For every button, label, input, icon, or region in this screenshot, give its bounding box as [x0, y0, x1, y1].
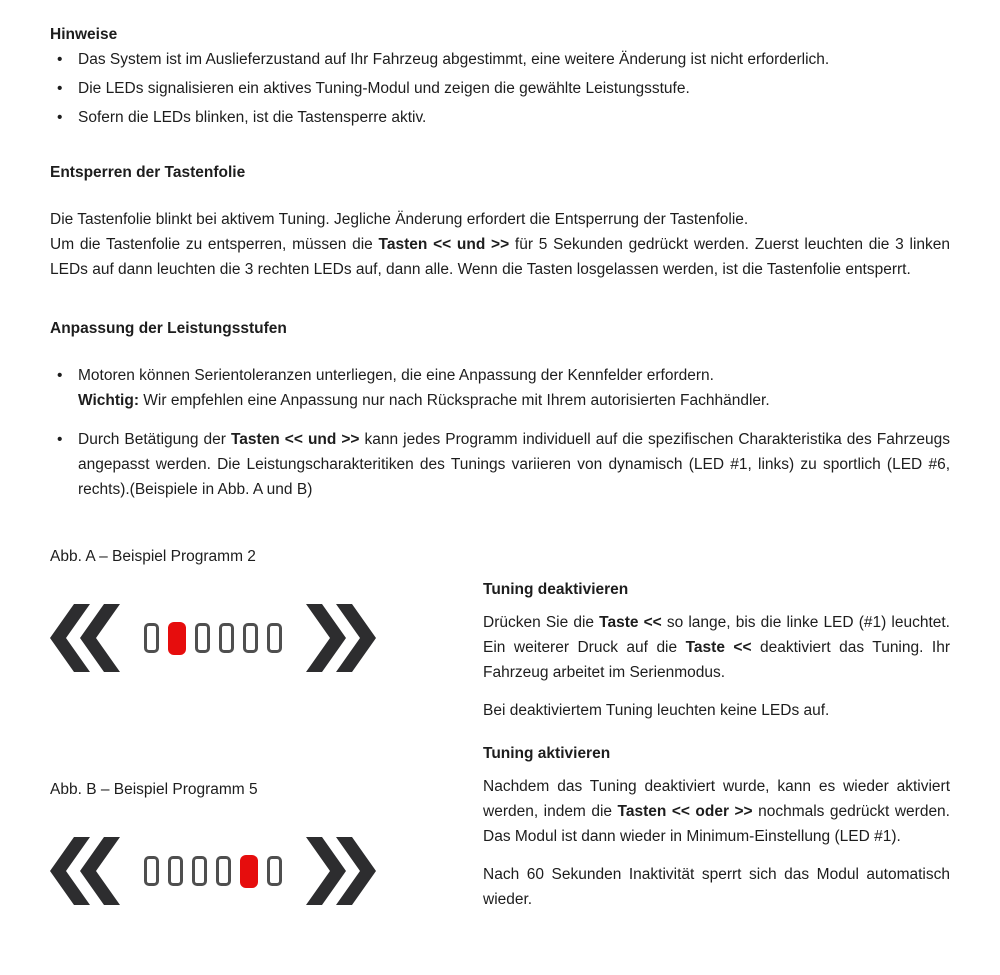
aktivieren-paragraph-1	[483, 774, 950, 849]
text: Motoren können Serientoleranzen unterliegen, die eine Anpassung der Kennfelder erfordern.	[78, 367, 714, 384]
text: für 5 Sekunden gedrückt werden. Zuerst leuchten die 3 linken LEDs auf dann leuchten die 3 rechten LEDs auf, dann alle. Wenn die Tasten losgelassen werden, ist die Tastenfolie entsperrt.	[50, 236, 950, 278]
bold-text: Taste <<	[685, 639, 752, 656]
aktivieren-paragraph-2	[483, 862, 950, 912]
buttons-right-icon	[306, 837, 376, 905]
text: nochmals gedrückt werden. Das Modul ist dann wieder in Minimum-Einstellung (LED #1).	[483, 803, 950, 845]
text: Wir empfehlen eine Anpassung nur nach Rücksprache mit Ihrem autorisierten Fachhändler.	[139, 392, 770, 409]
led-4	[216, 856, 231, 886]
led-row	[144, 622, 282, 655]
led-5-active	[240, 855, 258, 888]
text: Bei deaktiviertem Tuning leuchten keine LEDs auf.	[483, 702, 830, 719]
buttons-left-icon	[50, 604, 120, 672]
bullet-text	[78, 47, 950, 72]
bold-text: Wichtig:	[78, 392, 139, 409]
led-2	[168, 856, 183, 886]
figure-b-label: Abb. B – Beispiel Programm 5	[50, 781, 258, 798]
deaktivieren-paragraph-2	[483, 698, 950, 723]
anpassung-bullet-list	[50, 363, 950, 502]
text: Das System ist im Auslieferzustand auf Ihr Fahrzeug abgestimmt, eine weitere Änderung ist nicht erforderlich.	[78, 51, 830, 68]
led-6	[267, 856, 282, 886]
list-item	[50, 363, 950, 413]
text: Nachdem das Tuning deaktiviert wurde, kann es wieder aktiviert werden, indem die	[483, 778, 950, 820]
text: Drücken Sie die	[483, 614, 600, 631]
list-item	[50, 105, 950, 130]
list-item	[50, 76, 950, 101]
buttons-right-icon	[306, 604, 376, 672]
entsperren-paragraph	[50, 207, 950, 282]
led-6	[267, 623, 282, 653]
text: Die Tastenfolie blinkt bei aktivem Tuning. Jegliche Änderung erfordert die Entsperrung der Tastenfolie.	[50, 211, 749, 228]
led-2-active	[168, 622, 186, 655]
instructions-column	[483, 544, 950, 914]
aktivieren-title: Tuning aktivieren	[483, 745, 611, 762]
deaktivieren-paragraph-1	[483, 610, 950, 685]
bullet-text	[78, 427, 950, 502]
hinweise-bullet-list	[50, 47, 950, 130]
bullet-marker: •	[57, 431, 63, 448]
bullet-marker: •	[57, 80, 63, 97]
led-1	[144, 623, 159, 653]
text: Um die Tastenfolie zu entsperren, müssen die	[50, 236, 379, 253]
led-3	[195, 623, 210, 653]
section-title-entsperren: Entsperren der Tastenfolie	[50, 164, 246, 181]
bullet-marker: •	[57, 109, 63, 126]
led-1	[144, 856, 159, 886]
text: Die LEDs signalisieren ein aktives Tuning-Modul und zeigen die gewählte Leistungsstufe.	[78, 80, 690, 97]
text: Durch Betätigung der	[78, 431, 231, 448]
section-title-hinweise: Hinweise	[50, 26, 118, 43]
bold-text: Tasten << und >>	[378, 236, 510, 253]
buttons-left-icon	[50, 837, 120, 905]
bold-text: Tasten << und >>	[230, 431, 360, 448]
bullet-text	[78, 363, 950, 413]
led-row	[144, 855, 282, 888]
text: kann jedes Programm individuell auf die spezifischen Charakteristika des Fahrzeugs angepasst werden. Die Leistungscharakteritiken des Tunings variieren von dynamisch (LED #1, links) zu sportlich (LED #6, rechts).(Beispiele in Abb. A und B)	[78, 431, 950, 498]
figures-column	[50, 544, 483, 914]
bullet-text	[78, 76, 950, 101]
led-display-figure-a	[50, 595, 483, 681]
led-5	[243, 623, 258, 653]
bold-text: Taste <<	[599, 614, 662, 631]
text: so lange, bis die linke LED (#1) leuchtet. Ein weiterer Druck auf die	[483, 614, 950, 656]
bullet-marker: •	[57, 51, 63, 68]
led-display-figure-b	[50, 828, 483, 914]
bold-text: Tasten << oder >>	[617, 803, 753, 820]
list-item	[50, 427, 950, 502]
bullet-text	[78, 105, 950, 130]
section-title-anpassung: Anpassung der Leistungsstufen	[50, 320, 287, 337]
deaktivieren-title: Tuning deaktivieren	[483, 581, 629, 598]
text: Sofern die LEDs blinken, ist die Tastensperre aktiv.	[78, 109, 427, 126]
bullet-marker: •	[57, 367, 63, 384]
text: deaktiviert das Tuning. Ihr Fahrzeug arbeitet im Serienmodus.	[483, 639, 950, 681]
figures-and-instructions	[50, 544, 950, 914]
figure-a-label: Abb. A – Beispiel Programm 2	[50, 548, 256, 565]
list-item	[50, 47, 950, 72]
led-3	[192, 856, 207, 886]
led-4	[219, 623, 234, 653]
text: Nach 60 Sekunden Inaktivität sperrt sich das Modul automatisch wieder.	[483, 866, 950, 908]
